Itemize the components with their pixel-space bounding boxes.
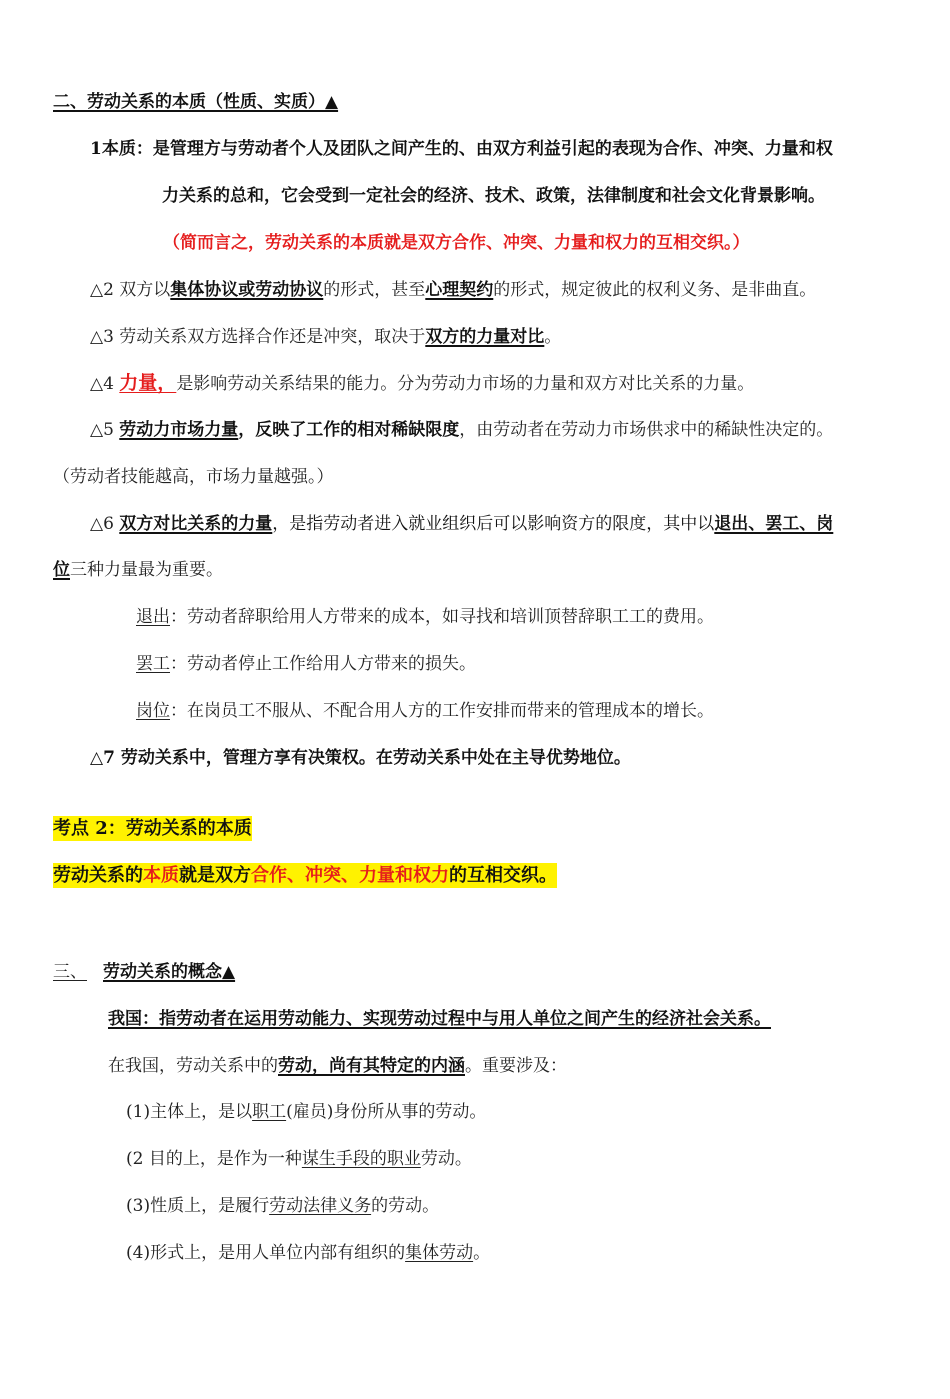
point-5-note: （劳动者技能越高，市场力量越强。）	[53, 467, 334, 487]
sub-item-exit	[136, 605, 714, 629]
sub-item-term: 退出	[136, 607, 170, 627]
intro-suffix: 。重要涉及：	[465, 1056, 567, 1076]
three-powers-term-end: 位	[53, 560, 70, 580]
concept-point-prefix: (1)主体上，是以	[126, 1102, 253, 1122]
point-2-mid: 的形式，甚至	[323, 280, 426, 300]
intro-prefix: 在我国，劳动关系中的	[108, 1056, 278, 1076]
keypoint-title-text: 考点 2：劳动关系的本质	[53, 818, 252, 839]
concept-point-term: 谋生手段的职业	[301, 1149, 421, 1169]
point-2-suffix: 的形式，规定彼此的权利义务、是非曲直。	[493, 280, 817, 300]
power-balance-term: 双方的力量对比	[425, 327, 545, 347]
point-2	[90, 278, 816, 302]
collective-agreement-term: 集体协议或劳动协议	[170, 280, 324, 300]
concept-point-4	[126, 1241, 490, 1265]
psychological-contract-term: 心理契约	[425, 280, 494, 300]
section3-heading-text: 劳动关系的概念▲	[103, 962, 236, 982]
essence-label: 1本质：	[90, 139, 153, 159]
sub-item-strike	[136, 652, 476, 676]
sub-item-text: ：劳动者停止工作给用人方带来的损失。	[170, 654, 476, 674]
point-5	[90, 418, 833, 442]
point-3-prefix: △3 劳动关系双方选择合作还是冲突，取决于	[90, 327, 426, 347]
keypoint-terms-red: 合作、冲突、力量和权力	[251, 865, 449, 886]
concept-point-term: 劳动法律义务	[269, 1196, 372, 1216]
point-6-prefix: △6	[90, 514, 120, 534]
sub-item-position	[136, 699, 714, 723]
concept-point-prefix: (2 目的上，是作为一种	[126, 1149, 302, 1169]
point-3-suffix: 。	[544, 327, 562, 347]
concept-point-1	[126, 1100, 486, 1124]
point-2-prefix: △2 双方以	[90, 280, 171, 300]
keypoint-title	[53, 817, 252, 841]
section3-intro	[108, 1054, 567, 1078]
concept-point-prefix: (3)性质上，是履行	[126, 1196, 270, 1216]
point-6-mid: ，是指劳动者进入就业组织后可以影响资方的限度，其中以	[272, 514, 715, 534]
concept-point-term: 职工	[252, 1102, 287, 1122]
section2-heading: 二、劳动关系的本质（性质、实质）▲	[53, 92, 339, 112]
concept-point-suffix: 的劳动。	[371, 1196, 440, 1216]
section3-heading-num: 三、	[53, 962, 87, 982]
essence-summary: （简而言之，劳动关系的本质就是双方合作、冲突、力量和权力的互相交织。）	[163, 233, 750, 253]
sub-item-text: ：劳动者辞职给用人方带来的成本，如寻找和培训顶替辞职工工的费用。	[170, 607, 714, 627]
point-4-prefix: △4	[90, 374, 120, 394]
point-6-suffix: 三种力量最为重要。	[70, 560, 223, 580]
concept-point-term: 集体劳动	[405, 1243, 474, 1263]
essence-paragraph-line1	[90, 137, 833, 161]
point-4	[90, 371, 754, 396]
point-6	[90, 512, 833, 536]
point-5-prefix: △5	[90, 420, 120, 440]
point-3	[90, 325, 561, 349]
concept-point-2	[126, 1147, 472, 1171]
power-term: 力量，	[119, 372, 177, 394]
point-6-line2	[53, 558, 223, 582]
sub-item-text: ：在岗员工不服从、不配合用人方的工作安排而带来的管理成本的增长。	[170, 701, 714, 721]
labor-market-power-term: 劳动力市场力量	[119, 420, 239, 440]
essence-text-1: 是管理方与劳动者个人及团队之间产生的、由双方利益引起的表现为合作、冲突、力量和权	[152, 139, 833, 159]
sub-item-term: 罢工	[136, 654, 170, 674]
concept-point-3	[126, 1194, 439, 1218]
section3-heading	[53, 960, 235, 984]
point-5-comma: ，反映了	[238, 420, 307, 440]
concept-point-prefix: (4)形式上，是用人单位内部有组织的	[126, 1243, 406, 1263]
sub-item-term: 岗位	[136, 701, 170, 721]
relative-power-term: 双方对比关系的力量	[119, 514, 273, 534]
concept-point-suffix: 。	[473, 1243, 491, 1263]
essence-paragraph-line2: 力关系的总和，它会受到一定社会的经济、技术、政策，法律制度和社会文化背景影响。	[162, 186, 825, 206]
relative-scarcity-term: 工作的相对稀缺限度	[306, 420, 460, 440]
keypoint-part-b: 就是双方	[179, 865, 251, 886]
special-meaning-term: 劳动，尚有其特定的内涵	[278, 1056, 465, 1076]
keypoint-essence-red: 本质	[143, 865, 179, 886]
keypoint-part-a: 劳动关系的	[53, 865, 143, 886]
point-4-suffix: 是影响劳动关系结果的能力。分为劳动力市场的力量和双方对比关系的力量。	[176, 374, 755, 394]
keypoint-part-c: 的互相交织。	[449, 865, 557, 886]
keypoint-statement	[53, 864, 557, 888]
concept-point-suffix: (雇员)身份所从事的劳动。	[286, 1102, 487, 1122]
three-powers-term: 退出、罢工、岗	[714, 514, 834, 534]
point-7: △7 劳动关系中，管理方享有决策权。在劳动关系中处在主导优势地位。	[90, 748, 631, 768]
section3-definition: 我国：指劳动者在运用劳动能力、实现劳动过程中与用人单位之间产生的经济社会关系。	[108, 1009, 771, 1029]
point-5-suffix: ，由劳动者在劳动力市场供求中的稀缺性决定的。	[459, 420, 834, 440]
concept-point-suffix: 劳动。	[420, 1149, 472, 1169]
